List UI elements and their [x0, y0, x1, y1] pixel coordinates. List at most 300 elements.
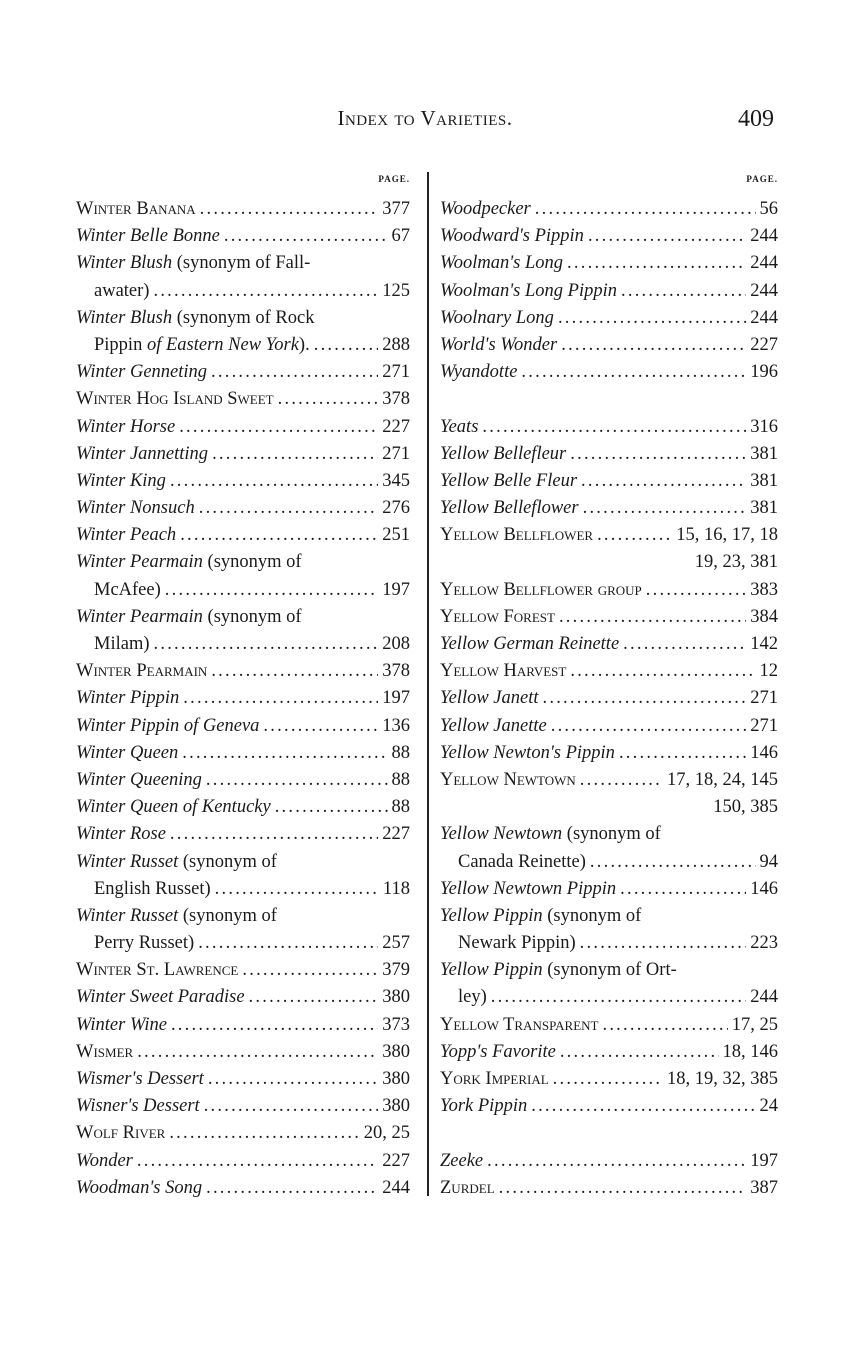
variety-name: Zeeke — [440, 1150, 484, 1171]
entry-text — [76, 1148, 133, 1175]
index-entry-line — [440, 332, 778, 359]
page-reference: 88 — [391, 797, 410, 818]
variety-name: York Imperial — [440, 1069, 549, 1089]
entry-text — [440, 876, 616, 903]
page-title: Index to Varieties. — [337, 106, 513, 130]
variety-name: Yellow Pippin — [440, 960, 543, 981]
entry-note: (synonym of — [178, 905, 277, 926]
blank-line — [440, 1120, 778, 1147]
entry-text — [440, 821, 661, 848]
index-entry-line — [76, 821, 410, 848]
index-column-left — [76, 172, 410, 1202]
index-entry-line — [440, 930, 778, 957]
index-entry-line — [440, 957, 778, 984]
dot-leader — [646, 577, 746, 604]
entry-text — [440, 1175, 495, 1202]
dot-leader — [570, 658, 755, 685]
dot-leader — [275, 794, 388, 821]
entry-text — [76, 849, 277, 876]
dot-leader — [560, 1039, 719, 1066]
entry-note: Milam) — [94, 634, 150, 654]
index-entry-line — [440, 658, 778, 685]
variety-name: Winter Pearmain — [76, 661, 208, 682]
entry-text — [440, 522, 593, 549]
dot-leader — [242, 957, 378, 984]
page-reference: 150, 385 — [713, 797, 778, 818]
dot-leader — [602, 1012, 727, 1039]
dot-leader — [621, 278, 746, 305]
entry-text — [76, 549, 302, 576]
entry-text — [440, 713, 547, 740]
variety-name: Winter Nonsuch — [76, 498, 195, 519]
variety-name: Yellow Janette — [440, 715, 547, 736]
entry-text — [440, 740, 615, 767]
entry-text — [76, 441, 208, 468]
entry-text — [76, 414, 175, 441]
entry-text — [76, 658, 207, 685]
variety-name: Winter Russet — [76, 905, 179, 926]
page-reference: 257 — [382, 933, 410, 954]
page-reference: 227 — [750, 334, 778, 355]
page-reference: 244 — [750, 987, 778, 1008]
entry-text — [440, 196, 531, 223]
variety-name: Woolnary Long — [440, 307, 554, 328]
page-reference: 17, 25 — [731, 1014, 778, 1035]
page-reference: 56 — [759, 199, 778, 219]
variety-name: Zurdel — [440, 1177, 495, 1198]
page-reference: 244 — [382, 1177, 410, 1198]
dot-leader — [570, 441, 746, 468]
page-reference: 208 — [382, 634, 410, 654]
page-reference: 227 — [382, 1150, 410, 1171]
page-reference: 223 — [750, 933, 778, 954]
index-entry-line — [76, 849, 410, 876]
page-reference: 271 — [382, 443, 410, 464]
dot-leader — [535, 196, 756, 223]
dot-leader — [487, 1148, 746, 1175]
entry-note: Perry Russet) — [94, 933, 195, 954]
entry-text — [440, 305, 554, 332]
entry-text — [76, 495, 195, 522]
variety-name: Winter Banana — [76, 199, 196, 219]
index-entry-line — [440, 468, 778, 495]
variety-name: Winter Blush — [76, 253, 173, 274]
entry-text — [440, 250, 563, 277]
variety-name: Yellow Newtown — [440, 824, 563, 845]
index-entry-line — [440, 414, 778, 441]
index-entry-line — [76, 1012, 410, 1039]
index-entry-line — [440, 250, 778, 277]
dot-leader — [619, 740, 746, 767]
entry-text — [440, 658, 566, 685]
index-entry-line — [76, 658, 410, 685]
entry-text — [440, 359, 517, 386]
dot-leader — [249, 984, 379, 1011]
entry-text — [440, 1148, 483, 1175]
variety-name: York Pippin — [440, 1096, 528, 1117]
page-reference: 276 — [382, 498, 410, 519]
entry-note: English Russet) — [94, 878, 211, 899]
entry-note: (synonym of — [542, 905, 642, 926]
page-reference: 227 — [382, 824, 410, 845]
variety-name: Winter Pearmain — [76, 552, 203, 573]
dot-leader — [499, 1175, 747, 1202]
index-entry-line — [76, 386, 410, 413]
variety-name: Winter Queening — [76, 769, 202, 790]
entry-text — [440, 223, 584, 250]
dot-leader — [580, 767, 663, 794]
page-reference: 378 — [382, 389, 410, 410]
variety-name: Yellow Belle Fleur — [440, 470, 578, 491]
entry-text — [76, 767, 202, 794]
variety-name: Winter Belle Bonne — [76, 226, 220, 247]
index-entry-line — [76, 767, 410, 794]
variety-name: Wisner's Dessert — [76, 1096, 200, 1117]
dot-leader — [531, 1093, 755, 1120]
entry-text — [440, 685, 539, 712]
dot-leader — [170, 468, 378, 495]
index-column-right — [440, 172, 778, 1202]
entry-text — [76, 1120, 165, 1147]
entry-text — [76, 1175, 202, 1202]
page-reference: 387 — [750, 1177, 778, 1198]
entry-text — [94, 876, 211, 903]
dot-leader — [559, 604, 746, 631]
variety-name: Winter Hog Island Sweet — [76, 389, 274, 410]
variety-name: Yellow Newtown Pippin — [440, 878, 617, 899]
index-entry-line — [76, 1175, 410, 1202]
entry-text — [76, 196, 196, 223]
index-entry-line — [76, 414, 410, 441]
entry-note: awater) — [94, 280, 150, 301]
index-entry-line — [76, 577, 410, 604]
page-reference: 381 — [750, 443, 778, 464]
page-reference: 380 — [382, 1041, 410, 1062]
dot-leader — [171, 1012, 378, 1039]
dot-leader — [204, 1093, 379, 1120]
page-reference: 251 — [382, 525, 410, 546]
entry-text — [440, 604, 555, 631]
page-reference: 380 — [382, 987, 410, 1008]
variety-name: Winter King — [76, 470, 166, 491]
dot-leader — [198, 930, 378, 957]
variety-name: Woodman's Song — [76, 1177, 203, 1198]
index-entry-line — [76, 522, 410, 549]
entry-text — [76, 957, 238, 984]
variety-name: Woodward's Pippin — [440, 226, 584, 247]
page-reference: 88 — [391, 769, 410, 790]
variety-name: Wonder — [76, 1150, 133, 1171]
variety-name: Winter Queen of Kentucky — [76, 797, 271, 818]
index-entry-line — [76, 305, 410, 332]
dot-leader — [154, 631, 379, 658]
variety-name: Winter Horse — [76, 416, 176, 437]
dot-leader — [212, 441, 378, 468]
entry-text — [76, 821, 166, 848]
variety-name: Winter Pearmain — [76, 606, 203, 627]
index-entry-line — [76, 1066, 410, 1093]
page-reference: 12 — [759, 661, 778, 682]
entry-note: (synonym of Rock — [172, 307, 315, 328]
page-reference: 118 — [382, 878, 410, 899]
variety-name: Yellow Newtown — [440, 769, 576, 790]
index-entry-line — [76, 468, 410, 495]
index-entry-line — [76, 685, 410, 712]
dot-leader — [199, 495, 379, 522]
entry-text — [76, 522, 176, 549]
variety-name: Yellow Belleflower — [440, 498, 579, 519]
index-entry-line — [440, 196, 778, 223]
variety-name: Winter Jannetting — [76, 443, 209, 464]
page-reference: 18, 19, 32, 385 — [667, 1069, 778, 1089]
dot-leader — [182, 740, 387, 767]
page-reference: 142 — [750, 634, 778, 654]
variety-name: of Eastern New York — [146, 334, 299, 355]
variety-name: Yellow Janett — [440, 688, 539, 709]
page-reference: 271 — [382, 362, 410, 383]
index-entry-line — [440, 903, 778, 930]
page-reference: 378 — [382, 661, 410, 682]
entry-note: McAfee) — [94, 579, 161, 600]
entry-text — [458, 984, 487, 1011]
dot-leader — [581, 468, 746, 495]
page-reference: 146 — [750, 878, 778, 899]
index-entry-line — [76, 441, 410, 468]
index-entry-line — [76, 250, 410, 277]
index-entry-line — [440, 1012, 778, 1039]
variety-name: Winter St. Lawrence — [76, 960, 239, 981]
variety-name: Winter Genneting — [76, 362, 208, 383]
variety-name: Wismer's Dessert — [76, 1069, 204, 1089]
page-reference: 383 — [750, 579, 778, 600]
entry-text — [94, 631, 150, 658]
variety-name: Winter Rose — [76, 824, 166, 845]
entry-note: Canada Reinette) — [458, 851, 586, 872]
dot-leader — [583, 495, 747, 522]
entry-text — [76, 903, 277, 930]
variety-name: Yellow Forest — [440, 606, 555, 627]
dot-leader — [208, 1066, 378, 1093]
entry-text — [76, 1039, 133, 1066]
index-entry-line — [440, 876, 778, 903]
entry-text — [440, 1012, 598, 1039]
variety-name: Wyandotte — [440, 362, 518, 383]
index-entry-line — [440, 278, 778, 305]
page-reference: 227 — [382, 416, 410, 437]
entry-text — [440, 1093, 527, 1120]
page-reference: 24 — [759, 1096, 778, 1117]
dot-leader — [206, 767, 388, 794]
index-entry-line — [76, 957, 410, 984]
index-entry-line — [440, 631, 778, 658]
dot-leader — [278, 386, 379, 413]
index-entry-line — [76, 359, 410, 386]
entry-text — [440, 631, 619, 658]
page-reference: 196 — [750, 362, 778, 383]
index-entry-line — [440, 984, 778, 1011]
page-reference: 197 — [382, 579, 410, 600]
index-entry-line — [440, 1148, 778, 1175]
dot-leader — [206, 1175, 378, 1202]
variety-name: Yellow Transparent — [440, 1014, 599, 1035]
entry-text — [76, 250, 310, 277]
index-entry-line — [76, 903, 410, 930]
index-entry-line — [440, 223, 778, 250]
index-entry-line — [76, 713, 410, 740]
dot-leader — [561, 332, 746, 359]
dot-leader — [211, 658, 378, 685]
entry-text — [76, 713, 259, 740]
page-reference: 345 — [382, 470, 410, 491]
dot-leader — [620, 876, 746, 903]
entry-note: (synonym of — [178, 851, 277, 872]
dot-leader — [153, 278, 378, 305]
entry-text — [440, 414, 478, 441]
index-entry-line — [440, 685, 778, 712]
dot-leader — [137, 1148, 378, 1175]
page-reference: 136 — [382, 715, 410, 736]
index-entry-line — [440, 441, 778, 468]
entry-text — [76, 685, 179, 712]
index-entry-line — [76, 1120, 410, 1147]
variety-name: Winter Blush — [76, 307, 173, 328]
index-entry-line — [76, 930, 410, 957]
index-entry-line — [440, 305, 778, 332]
index-entry-line — [76, 740, 410, 767]
entry-note: (synonym of — [202, 606, 302, 627]
page-reference: 271 — [750, 715, 778, 736]
variety-name: World's Wonder — [440, 334, 558, 355]
index-entry-line — [440, 604, 778, 631]
entry-text — [76, 305, 314, 332]
index-entry-line — [76, 984, 410, 1011]
variety-name: Yellow Bellflower group — [440, 579, 642, 600]
entry-text — [94, 278, 149, 305]
index-entry-line — [76, 196, 410, 223]
dot-leader — [580, 930, 747, 957]
entry-text — [76, 1012, 167, 1039]
variety-name: Woodpecker — [440, 199, 531, 219]
dot-leader — [180, 522, 378, 549]
entry-text — [76, 359, 207, 386]
entry-note: (synonym of Fall- — [172, 253, 311, 274]
entry-note: ). — [298, 334, 310, 355]
page-number: 409 — [738, 106, 774, 132]
page-reference: 17, 18, 24, 145 — [667, 769, 778, 790]
dot-leader — [597, 522, 672, 549]
index-entry-line — [76, 1039, 410, 1066]
entry-note: (synonym of Ort- — [542, 960, 677, 981]
index-entry-line — [440, 549, 778, 576]
index-entry-line — [440, 713, 778, 740]
index-entry-line — [76, 876, 410, 903]
index-entry-line — [440, 522, 778, 549]
dot-leader — [623, 631, 746, 658]
index-entry-line — [76, 604, 410, 631]
variety-name: Yellow Bellefleur — [440, 443, 567, 464]
entry-text — [440, 332, 557, 359]
entry-text — [440, 278, 617, 305]
dot-leader — [521, 359, 746, 386]
page-reference: 88 — [391, 742, 410, 763]
dot-leader — [543, 685, 747, 712]
entry-text — [76, 1093, 200, 1120]
page-reference: 373 — [382, 1014, 410, 1035]
dot-leader — [558, 305, 746, 332]
page-reference: 125 — [382, 280, 410, 301]
page-reference: 384 — [750, 606, 778, 627]
page-reference: 94 — [759, 851, 778, 872]
entry-text — [440, 495, 579, 522]
entry-note: ley) — [458, 987, 487, 1008]
entry-text — [94, 332, 310, 359]
dot-leader — [491, 984, 746, 1011]
page-reference: 197 — [750, 1150, 778, 1171]
variety-name: Yopp's Favorite — [440, 1041, 556, 1062]
index-entry-line — [76, 1148, 410, 1175]
page-reference: 316 — [750, 416, 778, 437]
page-reference: 288 — [382, 334, 410, 355]
dot-leader — [211, 359, 378, 386]
variety-name: Winter Wine — [76, 1014, 167, 1035]
index-entry-line — [440, 849, 778, 876]
variety-name: Woolman's Long Pippin — [440, 280, 617, 301]
entry-text — [440, 441, 566, 468]
entry-text — [76, 604, 302, 631]
page-reference: 244 — [750, 253, 778, 274]
page-reference: 379 — [382, 960, 410, 981]
index-entry-line — [76, 223, 410, 250]
page-reference: 271 — [750, 688, 778, 709]
variety-name: Winter Queen — [76, 742, 179, 763]
entry-text — [458, 849, 586, 876]
page-reference: 380 — [382, 1069, 410, 1089]
index-entry-line — [76, 631, 410, 658]
page-reference: 19, 23, 381 — [694, 552, 778, 573]
variety-name: Yellow German Reinette — [440, 634, 620, 654]
dot-leader — [137, 1039, 378, 1066]
page-reference: 18, 146 — [722, 1041, 778, 1062]
index-entry-line — [76, 549, 410, 576]
entry-text — [94, 930, 194, 957]
entry-text — [440, 957, 677, 984]
entry-text — [76, 794, 271, 821]
dot-leader — [169, 1120, 359, 1147]
dot-leader — [215, 876, 379, 903]
page-reference: 15, 16, 17, 18 — [676, 525, 778, 546]
dot-leader — [224, 223, 388, 250]
variety-name: Woolman's Long — [440, 253, 564, 274]
column-divider — [427, 172, 429, 1196]
index-entry-line — [76, 332, 410, 359]
variety-name: Winter Peach — [76, 525, 177, 546]
entry-text — [76, 468, 166, 495]
entry-text — [76, 984, 245, 1011]
entry-note: Pippin — [94, 334, 147, 355]
page-reference: 20, 25 — [363, 1123, 410, 1144]
variety-name: Wismer — [76, 1041, 134, 1062]
variety-name: Winter Sweet Paradise — [76, 987, 245, 1008]
index-entry-line — [76, 794, 410, 821]
index-entry-line — [440, 740, 778, 767]
entry-text — [440, 577, 642, 604]
page-reference: 197 — [382, 688, 410, 709]
entry-text — [76, 1066, 204, 1093]
index-entry-line — [440, 1093, 778, 1120]
dot-leader — [200, 196, 379, 223]
variety-name: Yellow Harvest — [440, 661, 567, 682]
entry-note: (synonym of — [202, 552, 302, 573]
